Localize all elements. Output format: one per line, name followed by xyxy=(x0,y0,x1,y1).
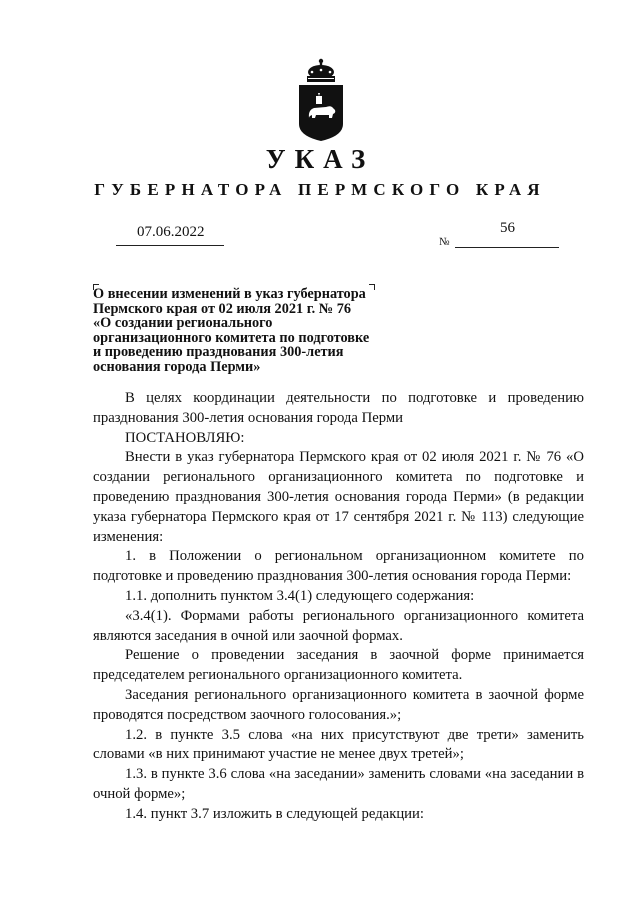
subject-line: О внесении изменений в указ губернатора xyxy=(93,286,366,302)
body-paragraph: «3.4(1). Формами работы регионального организационного комитета являются заседания в очной или заочной формах. xyxy=(93,607,584,644)
resolution-keyword: ПОСТАНОВЛЯЮ: xyxy=(125,429,245,446)
subject-line: Пермского края от 02 июля 2021 г. № 76 xyxy=(93,300,351,317)
decree-number: 56 xyxy=(500,220,515,236)
subject-line: «О создании регионального xyxy=(93,315,273,331)
decree-issuer: ГУБЕРНАТОРА ПЕРМСКОГО КРАЯ xyxy=(94,180,546,199)
decree-date: 07.06.2022 xyxy=(137,224,205,240)
perm-krai-coat-of-arms-icon xyxy=(296,58,346,142)
body-paragraph: 1. в Положении о региональном организационном комитете по подготовке и проведению празднования 300-летия основания города Перми: xyxy=(93,548,584,585)
body-paragraph: Решение о проведении заседания в заочной форме принимается председателем регионального организационного комитета. xyxy=(93,647,584,684)
number-sign: № xyxy=(439,236,450,248)
body-paragraph: В целях координации деятельности по подготовке и проведению празднования 300-летия основания города Перми xyxy=(93,390,584,426)
decree-title: УКАЗ xyxy=(265,144,375,174)
subject-line: и проведению празднования 300-летия xyxy=(93,344,344,360)
number-underline xyxy=(455,247,559,248)
body-paragraph: 1.2. в пункте 3.5 слова «на них присутствуют две трети» заменить словами «в них принимают участие не менее двух третей»; xyxy=(93,726,584,763)
date-underline xyxy=(116,245,224,246)
body-paragraph: Заседания регионального организационного комитета в заочной форме проводятся посредством заочного голосования.»; xyxy=(93,686,584,723)
decree-subject xyxy=(93,287,393,374)
body-paragraph: Внести в указ губернатора Пермского края от 02 июля 2021 г. № 76 «О создании регионального организационного комитета по подготовке и проведению празднования 300-летия основания города Перми» (в редакции указа губернатора Пермского края от 17 сентября 2021 г. № 113) следующие изменения: xyxy=(93,449,584,545)
subject-line: основания города Перми» xyxy=(93,358,261,375)
subject-line: организационного комитета по подготовке xyxy=(93,329,370,346)
body-paragraph: 1.3. в пункте 3.6 слова «на заседании» заменить словами «на заседании в очной форме»; xyxy=(93,766,584,802)
decree-body xyxy=(93,389,584,825)
body-paragraph: 1.4. пункт 3.7 изложить в следующей редакции: xyxy=(125,805,424,822)
body-paragraph: 1.1. дополнить пунктом 3.4(1) следующего содержания: xyxy=(125,587,475,604)
